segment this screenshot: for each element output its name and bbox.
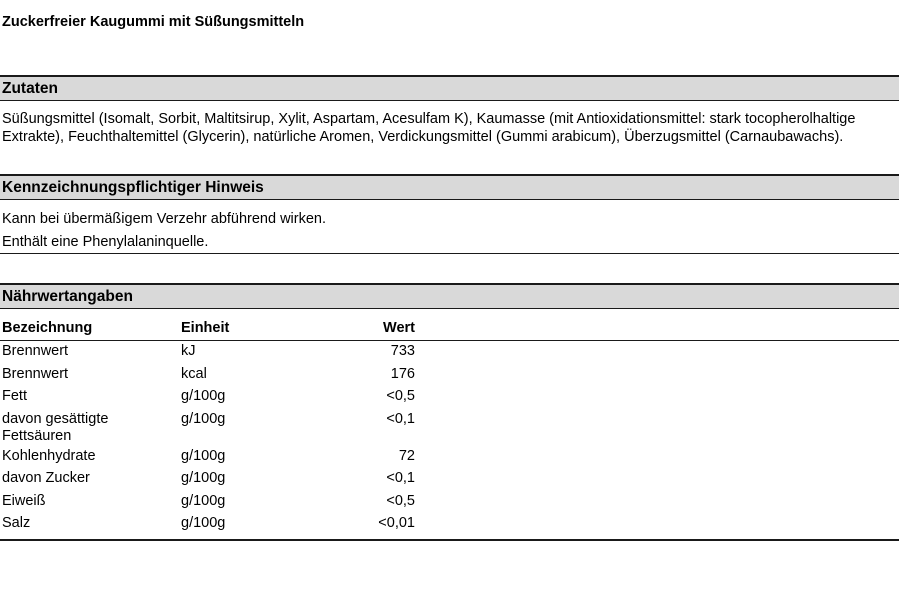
- column-header-unit: Einheit: [181, 320, 230, 336]
- row-unit: kJ: [181, 343, 196, 359]
- nutrition-table: [0, 318, 899, 340]
- table-row: [0, 470, 899, 493]
- row-unit: g/100g: [181, 410, 226, 427]
- row-value: 72: [398, 447, 415, 464]
- row-name: Kohlenhydrate: [2, 447, 96, 464]
- table-row: [0, 493, 899, 516]
- nutrition-bottom-rule: [0, 539, 899, 541]
- table-row: [0, 366, 899, 389]
- ingredients-text: Süßungsmittel (Isomalt, Sorbit, Maltitsirup, Xylit, Aspartam, Acesulfam K), Kaumasse (mit Antioxidationsmittel: stark tocopherolhaltige Extrakte), Feuchthaltemittel (Glycerin), natürliche Aromen, Verdickungsmittel (Gummi arabicum), Überzugsmittel (Carnaubawachs).: [2, 111, 856, 145]
- row-value: <0,1: [386, 410, 415, 427]
- row-name: Eiweiß: [2, 492, 46, 509]
- nutrition-heading: Nährwertangaben: [2, 288, 133, 305]
- notice-divider: [0, 253, 899, 254]
- table-row: [0, 448, 899, 471]
- table-row: [0, 343, 899, 366]
- ingredients-heading: Zutaten: [2, 80, 58, 97]
- ingredients-section-header: [0, 75, 899, 101]
- table-row: [0, 411, 899, 448]
- row-value: 733: [390, 343, 415, 359]
- row-unit: g/100g: [181, 515, 226, 531]
- notice-section-header: [0, 174, 899, 200]
- nutrition-table-body: [0, 343, 899, 538]
- row-value: <0,1: [386, 470, 415, 486]
- nutrition-section-header: [0, 283, 899, 309]
- row-unit: g/100g: [181, 492, 226, 509]
- row-value: 176: [390, 365, 415, 382]
- product-title: Zuckerfreier Kaugummi mit Süßungsmitteln: [2, 14, 305, 30]
- column-header-value: Wert: [383, 320, 415, 336]
- row-value: <0,5: [386, 388, 415, 404]
- row-unit: g/100g: [181, 388, 226, 404]
- column-header-name: Bezeichnung: [2, 320, 93, 336]
- row-unit: g/100g: [181, 447, 226, 464]
- row-unit: g/100g: [181, 470, 226, 486]
- row-name: Fett: [2, 388, 27, 404]
- nutrition-header-divider: [0, 340, 899, 341]
- table-row: [0, 515, 899, 538]
- nutrition-table-header: [0, 318, 899, 340]
- row-name: Brennwert: [2, 343, 69, 359]
- row-value: <0,01: [378, 515, 415, 531]
- notice-line-1: Kann bei übermäßigem Verzehr abführend wirken.: [2, 211, 327, 227]
- table-row: [0, 388, 899, 411]
- row-name: davon Zucker: [2, 470, 90, 486]
- row-name: Salz: [2, 515, 31, 531]
- row-name: davon gesättigte Fettsäuren: [2, 410, 109, 444]
- row-unit: kcal: [181, 365, 207, 382]
- row-value: <0,5: [386, 492, 415, 509]
- notice-line-2: Enthält eine Phenylalaninquelle.: [2, 234, 209, 250]
- notice-heading: Kennzeichnungspflichtiger Hinweis: [2, 179, 264, 196]
- row-name: Brennwert: [2, 365, 69, 382]
